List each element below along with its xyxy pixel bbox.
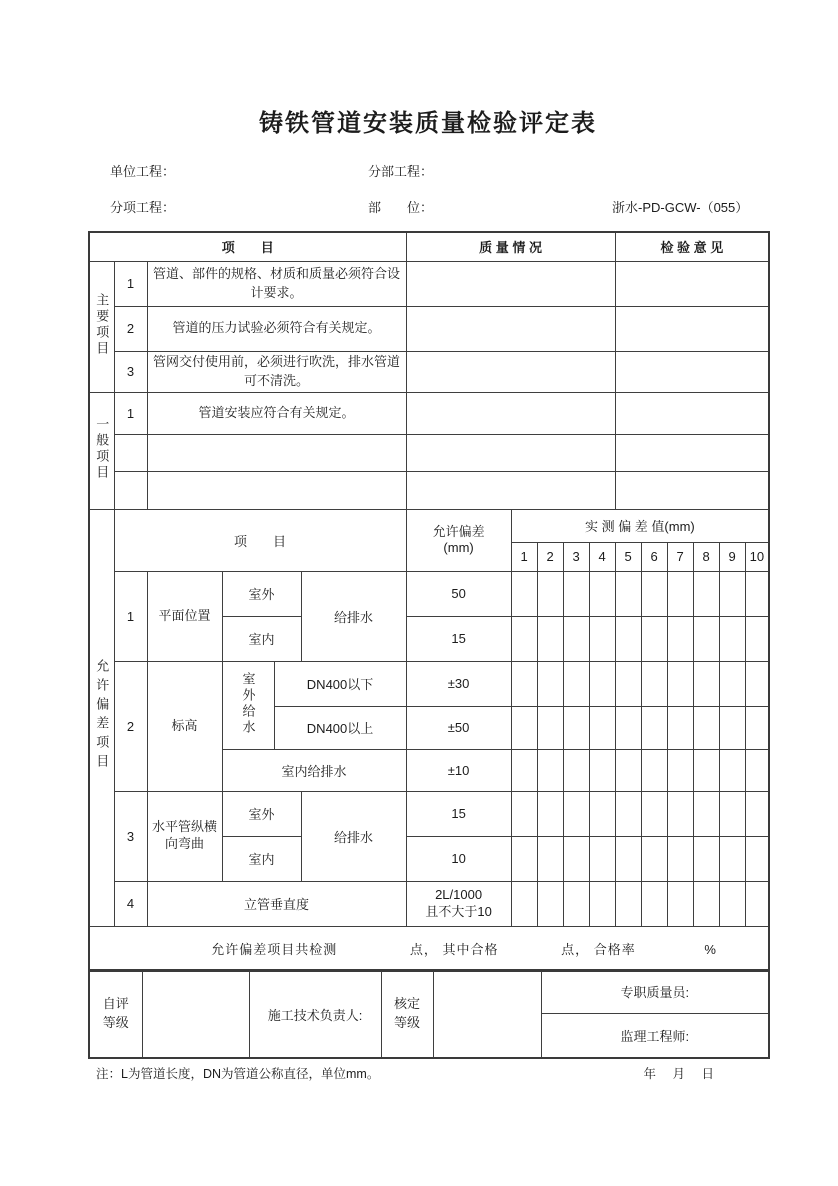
main-item-text: 管网交付使用前，必须进行吹洗，排水管道可不清洗。 xyxy=(147,351,406,392)
location-label: 部 位： xyxy=(368,200,434,215)
measured-value-cell xyxy=(667,571,693,616)
allowed-deviation-value: ±10 xyxy=(406,749,511,791)
allowed-deviation-value-line2: 且不大于10 xyxy=(425,903,492,919)
measured-value-cell xyxy=(563,881,589,926)
measured-value-cell xyxy=(537,571,563,616)
deviation-row-name: 平面位置 xyxy=(147,571,222,661)
self-grade-value-cell xyxy=(142,970,249,1058)
measured-value-cell xyxy=(511,661,537,706)
measured-value-cell xyxy=(511,571,537,616)
deviation-stats-row xyxy=(89,926,769,971)
measured-col-no: 6 xyxy=(641,542,667,571)
general-item-no: 1 xyxy=(114,392,147,434)
measured-value-cell xyxy=(615,661,641,706)
deviation-scope: DN400以下 xyxy=(274,661,406,706)
measured-value-cell xyxy=(563,706,589,749)
measured-value-cell xyxy=(641,616,667,661)
measured-value-cell xyxy=(537,881,563,926)
deviation-row-no: 4 xyxy=(114,881,147,926)
measured-col-no: 4 xyxy=(589,542,615,571)
measured-value-cell xyxy=(563,749,589,791)
deviation-section-label: 允许偏差项目 xyxy=(89,509,114,926)
main-item-text: 管道的压力试验必须符合有关规定。 xyxy=(147,306,406,351)
allowed-deviation-value: ±50 xyxy=(406,706,511,749)
measured-value-cell xyxy=(641,571,667,616)
deviation-row-name: 水平管纵横向弯曲 xyxy=(147,791,222,881)
measured-value-cell xyxy=(667,749,693,791)
measured-value-cell xyxy=(745,881,769,926)
measured-value-cell xyxy=(719,661,745,706)
inspection-opinion-cell xyxy=(615,471,769,509)
measured-value-cell xyxy=(693,791,719,836)
deviation-header-allowed xyxy=(406,509,511,571)
form-code: 浙水-PD-GCW-（055） xyxy=(612,200,749,215)
deviation-header-measured: 实 测 偏 差 值(mm) xyxy=(511,509,769,542)
deviation-scope: DN400以上 xyxy=(274,706,406,749)
measured-value-cell xyxy=(693,836,719,881)
form-title: 铸铁管道安装质量检验评定表 xyxy=(259,110,597,137)
verify-grade-value-cell xyxy=(433,970,541,1058)
measured-col-no: 8 xyxy=(693,542,719,571)
allowed-deviation-value: ±30 xyxy=(406,661,511,706)
general-item-text xyxy=(147,471,406,509)
measured-value-cell xyxy=(511,706,537,749)
measured-value-cell xyxy=(745,571,769,616)
inspection-opinion-cell xyxy=(615,306,769,351)
deviation-scope: 室外 xyxy=(222,571,301,616)
measured-value-cell xyxy=(589,661,615,706)
measured-col-no: 5 xyxy=(615,542,641,571)
measured-value-cell xyxy=(563,791,589,836)
measured-value-cell xyxy=(693,661,719,706)
allowed-deviation-label: 允许偏差 xyxy=(432,523,485,539)
inspection-opinion-cell xyxy=(615,434,769,471)
measured-value-cell xyxy=(719,791,745,836)
column-header-quality: 质 量 情 况 xyxy=(406,232,615,261)
measured-value-cell xyxy=(589,791,615,836)
measured-value-cell xyxy=(537,616,563,661)
allowed-deviation-value-line1: 2L/1000 xyxy=(435,887,483,903)
tech-leader-label: 施工技术负责人: xyxy=(249,970,381,1058)
footer-note: 注：L为管道长度，DN为管道公称直径，单位mm。 xyxy=(96,1067,380,1081)
measured-value-cell xyxy=(693,749,719,791)
allowed-deviation-value: 50 xyxy=(406,571,511,616)
quality-officer-label: 专职质量员: xyxy=(541,970,769,1013)
measured-value-cell xyxy=(641,706,667,749)
measured-value-cell xyxy=(719,571,745,616)
measured-value-cell xyxy=(693,706,719,749)
general-item-no xyxy=(114,471,147,509)
deviation-scope: 室内 xyxy=(222,616,301,661)
main-item-no: 2 xyxy=(114,306,147,351)
allowed-deviation-unit: (mm) xyxy=(443,540,474,555)
measured-value-cell xyxy=(745,616,769,661)
allowed-deviation-value: 15 xyxy=(406,791,511,836)
general-section-label: 一般项目 xyxy=(89,392,114,509)
quality-status-cell xyxy=(406,306,615,351)
measured-col-no: 9 xyxy=(719,542,745,571)
quality-status-cell xyxy=(406,261,615,306)
measured-value-cell xyxy=(615,706,641,749)
measured-value-cell xyxy=(615,571,641,616)
measured-value-cell xyxy=(641,661,667,706)
general-item-text: 管道安装应符合有关规定。 xyxy=(147,392,406,434)
measured-col-no: 7 xyxy=(667,542,693,571)
deviation-header-item: 项 目 xyxy=(114,509,406,571)
quality-status-cell xyxy=(406,434,615,471)
measured-value-cell xyxy=(511,791,537,836)
deviation-scope: 室内给排水 xyxy=(222,749,406,791)
measured-col-no: 10 xyxy=(745,542,769,571)
measured-value-cell xyxy=(511,749,537,791)
measured-value-cell xyxy=(537,706,563,749)
measured-value-cell xyxy=(589,571,615,616)
deviation-row-no: 2 xyxy=(114,661,147,791)
measured-value-cell xyxy=(745,836,769,881)
deviation-category: 给排水 xyxy=(301,791,406,881)
allowed-deviation-value: 15 xyxy=(406,616,511,661)
measured-value-cell xyxy=(537,836,563,881)
measured-value-cell xyxy=(563,661,589,706)
measured-value-cell xyxy=(537,791,563,836)
self-grade-label: 自评等级 xyxy=(89,970,142,1058)
deviation-scope: 室内 xyxy=(222,836,301,881)
measured-value-cell xyxy=(693,881,719,926)
measured-value-cell xyxy=(641,791,667,836)
main-item-no: 3 xyxy=(114,351,147,392)
quality-status-cell xyxy=(406,351,615,392)
deviation-scope: 室外 xyxy=(222,791,301,836)
measured-value-cell xyxy=(563,836,589,881)
stats-percent-sign: % xyxy=(704,941,717,957)
measured-value-cell xyxy=(589,836,615,881)
deviation-category: 给排水 xyxy=(301,571,406,661)
allowed-deviation-value: 10 xyxy=(406,836,511,881)
quality-status-cell xyxy=(406,392,615,434)
deviation-row-name: 标高 xyxy=(147,661,222,791)
measured-value-cell xyxy=(589,749,615,791)
measured-value-cell xyxy=(615,836,641,881)
footer-date: 年 月 日 xyxy=(643,1067,716,1081)
measured-value-cell xyxy=(511,836,537,881)
measured-value-cell xyxy=(563,571,589,616)
allowed-deviation-value xyxy=(406,881,511,926)
stats-qualified-label: 点， 其中合格 xyxy=(409,941,499,957)
measured-value-cell xyxy=(719,616,745,661)
measured-value-cell xyxy=(719,836,745,881)
inspection-table xyxy=(88,231,770,972)
measured-value-cell xyxy=(615,616,641,661)
measured-value-cell xyxy=(745,706,769,749)
main-item-no: 1 xyxy=(114,261,147,306)
measured-value-cell xyxy=(615,881,641,926)
measured-value-cell xyxy=(719,749,745,791)
stats-rate-label: 点， 合格率 xyxy=(561,941,636,957)
measured-value-cell xyxy=(511,616,537,661)
measured-value-cell xyxy=(667,661,693,706)
main-item-text: 管道、部件的规格、材质和质量必须符合设计要求。 xyxy=(147,261,406,306)
measured-col-no: 3 xyxy=(563,542,589,571)
verify-grade-label: 核定等级 xyxy=(381,970,433,1058)
deviation-row-no: 3 xyxy=(114,791,147,881)
signature-table xyxy=(88,969,770,1059)
general-item-text xyxy=(147,434,406,471)
deviation-vertical-scope: 室外给水 xyxy=(222,661,274,749)
quality-status-cell xyxy=(406,471,615,509)
inspection-opinion-cell xyxy=(615,392,769,434)
measured-value-cell xyxy=(745,791,769,836)
measured-value-cell xyxy=(667,791,693,836)
measured-value-cell xyxy=(745,749,769,791)
stats-checked-label: 允许偏差项目共检测 xyxy=(211,941,338,957)
measured-value-cell xyxy=(641,836,667,881)
measured-value-cell xyxy=(615,749,641,791)
subitem-project-label: 分项工程： xyxy=(110,200,176,215)
measured-col-no: 1 xyxy=(511,542,537,571)
measured-value-cell xyxy=(719,706,745,749)
measured-value-cell xyxy=(589,616,615,661)
deviation-row-no: 1 xyxy=(114,571,147,661)
measured-value-cell xyxy=(589,706,615,749)
inspection-opinion-cell xyxy=(615,351,769,392)
measured-value-cell xyxy=(615,791,641,836)
measured-value-cell xyxy=(667,881,693,926)
column-header-inspection: 检 验 意 见 xyxy=(615,232,769,261)
measured-value-cell xyxy=(693,616,719,661)
unit-project-label: 单位工程： xyxy=(110,164,176,179)
measured-value-cell xyxy=(719,881,745,926)
measured-value-cell xyxy=(641,881,667,926)
measured-value-cell xyxy=(511,881,537,926)
division-project-label: 分部工程： xyxy=(368,164,434,179)
supervisor-label: 监理工程师: xyxy=(541,1013,769,1058)
measured-value-cell xyxy=(563,616,589,661)
measured-value-cell xyxy=(537,661,563,706)
column-header-item: 项 目 xyxy=(89,232,406,261)
measured-value-cell xyxy=(693,571,719,616)
general-item-no xyxy=(114,434,147,471)
measured-value-cell xyxy=(667,836,693,881)
measured-value-cell xyxy=(667,706,693,749)
measured-value-cell xyxy=(537,749,563,791)
measured-value-cell xyxy=(667,616,693,661)
inspection-opinion-cell xyxy=(615,261,769,306)
deviation-row-name: 立管垂直度 xyxy=(147,881,406,926)
measured-value-cell xyxy=(745,661,769,706)
measured-value-cell xyxy=(589,881,615,926)
main-section-label: 主要项目 xyxy=(89,261,114,392)
measured-value-cell xyxy=(641,749,667,791)
measured-col-no: 2 xyxy=(537,542,563,571)
